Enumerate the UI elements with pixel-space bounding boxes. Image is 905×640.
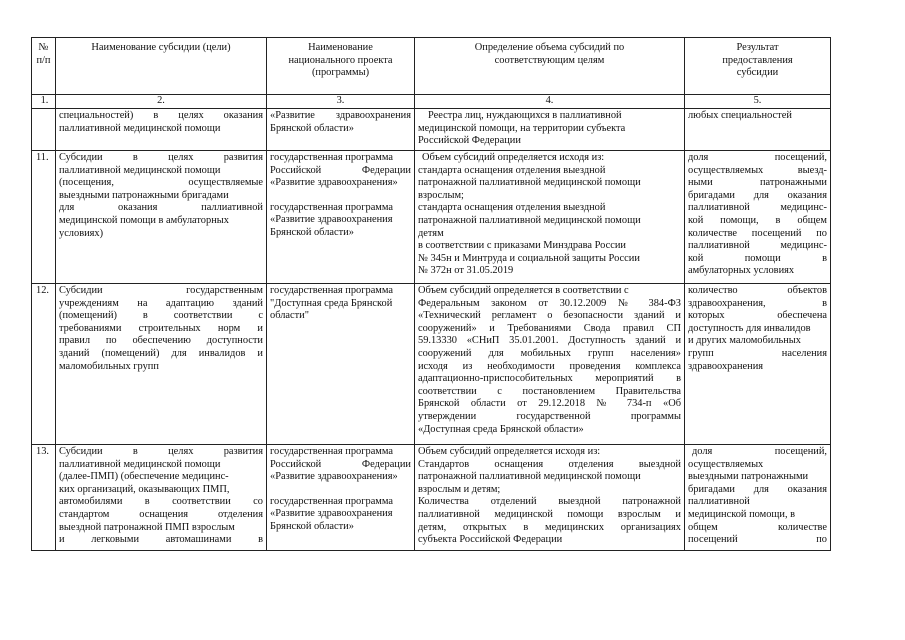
row-definition-cell: Объем субсидий определяется в соответствии с Федеральным законом от 30.12.2009 № 384-ФЗ «Технический регламент о безопасности зданий и сооружений» и Требованиями Свода правил СП 59.13330 «СНиП 35.01.2001. Доступность зданий и сооружений для мобильных групп населения» исходя из необходимости проведения комплекса адаптационно-приспособительных мероприятий в соответствии с постановлением Правительства Брянской области от 29.12.2018 № 734-п «Об утверждении государственной программы «Доступная среда Брянской области»	[415, 284, 685, 445]
row-result-cell: количество объектов здравоохранения, в которых обеспечена доступность для инвалидов и других маломобильных групп населения здравоохранения	[685, 284, 831, 445]
row-definition-cell: Реестра лиц, нуждающихся в паллиативной медицинской помощи, на территории субъекта Российской Федерации	[415, 109, 685, 151]
column-number: 5.	[685, 95, 831, 109]
row-number: 13.	[32, 445, 56, 551]
column-number: 1.	[32, 95, 56, 109]
row-number: 12.	[32, 284, 56, 445]
row-name-cell: специальностей) в целях оказания паллиативной медицинской помощи	[56, 109, 267, 151]
row-project-cell: государственная программа "Доступная среда Брянской области"	[267, 284, 415, 445]
header-col-result: Результат предоставления субсидии	[685, 38, 831, 95]
table-header-row	[32, 38, 831, 95]
row-project-cell: государственная программа Российской Федерации «Развитие здравоохранения» государственная программа «Развитие здравоохранения Брянской области»	[267, 151, 415, 284]
subsidy-table	[31, 37, 831, 551]
column-number: 4.	[415, 95, 685, 109]
table-row	[32, 109, 831, 151]
row-result-cell: доля посещений, осуществляемых выезд- ными патронажными бригадами для оказания паллиативной медицинс- кой помощи, в общем количестве посещений по паллиативной медицинс- кой помощи в амбулаторных условиях	[685, 151, 831, 284]
column-number: 2.	[56, 95, 267, 109]
row-result-cell: любых специальностей	[685, 109, 831, 151]
row-project-cell: государственная программа Российской Федерации «Развитие здравоохранения» государственная программа «Развитие здравоохранения Брянской области»	[267, 445, 415, 551]
row-name-cell: Субсидии в целях развития паллиативной медицинской помощи (далее-ПМП) (обеспечение медицинс- ких организаций, оказывающих ПМП, автомобилями в соответствии со стандартом оснащения отделения выездной патронажной ПМП взрослым и легковыми автомашинами в	[56, 445, 267, 551]
row-definition-cell: Объем субсидий определяется исходя из: Стандартов оснащения отделения выездной патронажной паллиативной медицинской помощи взрослым и детям; Количества отделений выездной патронажной паллиативной медицинской помощи взрослым и детям, открытых в медицинских организациях субъекта Российской Федерации	[415, 445, 685, 551]
header-col-name: Наименование субсидии (цели)	[56, 38, 267, 95]
row-project-cell: «Развитие здравоохранения Брянской области»	[267, 109, 415, 151]
row-number: 11.	[32, 151, 56, 284]
row-number	[32, 109, 56, 151]
row-name-cell: Субсидии государственным учреждениям на адаптацию зданий (помещений) в соответствии с требованиями строительных норм и правил по обеспечению доступности зданий (помещений) для инвалидов и маломобильных групп	[56, 284, 267, 445]
row-result-cell: доля посещений, осуществляемых выездными патронажными бригадами для оказания паллиативной медицинской помощи, в общем количестве посещений по	[685, 445, 831, 551]
row-name-cell: Субсидии в целях развития паллиативной медицинской помощи (посещения, осуществляемые выездными патронажными бригадами для оказания паллиативной медицинской помощи в амбулаторных условиях)	[56, 151, 267, 284]
column-number: 3.	[267, 95, 415, 109]
row-definition-cell: Объем субсидий определяется исходя из: стандарта оснащения отделения выездной патронажной паллиативной медицинской помощи взрослым; стандарта оснащения отделения выездной патронажной паллиативной медицинской помощи детям в соответствии с приказами Минздрава России № 345н и Минтруда и социальной защиты России № 372н от 31.05.2019	[415, 151, 685, 284]
header-col-no: № п/п	[32, 38, 56, 95]
table-row	[32, 445, 831, 551]
table-row	[32, 151, 831, 284]
header-col-definition: Определение объема субсидий по соответствующим целям	[415, 38, 685, 95]
column-number-row	[32, 95, 831, 109]
header-col-project: Наименование национального проекта (программы)	[267, 38, 415, 95]
table-row	[32, 284, 831, 445]
